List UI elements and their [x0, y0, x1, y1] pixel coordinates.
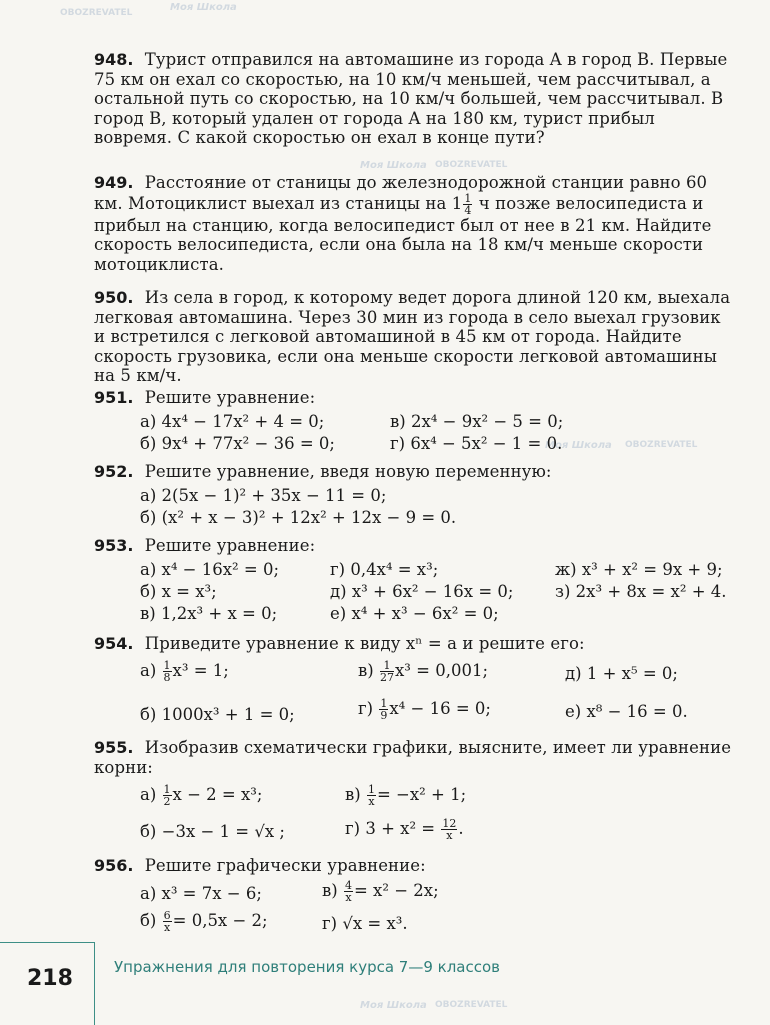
problem-number: 949.: [94, 173, 134, 192]
equation-item: в) 2x⁴ − 9x² − 5 = 0;: [390, 412, 564, 431]
equation-item: д) 1 + x⁵ = 0;: [565, 664, 678, 683]
problem-948: [94, 50, 734, 148]
problem-number: 954.: [94, 634, 134, 653]
equation-item: б) x = x³;: [140, 582, 217, 601]
equation-item: в) $\frac{1}{x}$ = −x² + 1;: [345, 783, 467, 808]
problem-number: 952.: [94, 462, 134, 481]
equation-item: б) 9x⁴ + 77x² − 36 = 0;: [140, 434, 335, 453]
problem-text: Из села в город, к которому ведет дорога длиной 120 км, выехала легковая автомашина. Через 30 мин из города в село выехал грузовик и встретился с легковой автомашиной в 45 км от города. Найдите скорость грузовика, если она меньше скорости легковой автомашины на 5 км/ч.: [94, 288, 731, 386]
watermark-brand: OBOZREVATEL: [60, 8, 133, 18]
problem-text: Решите графически уравнение:: [144, 856, 426, 875]
watermark-school: Моя Школа: [545, 440, 612, 451]
problem-954: [94, 634, 734, 654]
equation-item: в) $\frac{1}{27}$ x³ = 0,001;: [358, 659, 489, 684]
watermark-brand: OBOZREVATEL: [625, 440, 698, 450]
fraction: $\frac{1}{4}$: [464, 191, 472, 217]
equation-item: ж) x³ + x² = 9x + 9;: [555, 560, 723, 579]
equation-item: в) $\frac{4}{x}$ = x² − 2x;: [322, 879, 439, 904]
watermark-brand: OBOZREVATEL: [435, 160, 508, 170]
problem-text: Расстояние от станицы до железнодорожной станции равно 60 км. Мотоциклист выехал из станицы на 1: [94, 173, 708, 213]
equation-item: е) x⁸ − 16 = 0.: [565, 702, 688, 721]
problem-text: Решите уравнение:: [144, 388, 316, 407]
equation-item: а) $\frac{1}{2}$ x − 2 = x³;: [140, 783, 263, 808]
equation-item: а) x⁴ − 16x² = 0;: [140, 560, 280, 579]
problem-955: [94, 738, 734, 777]
problem-952: [94, 462, 734, 482]
equation-item: г) $\frac{1}{9}$ x⁴ − 16 = 0;: [358, 697, 491, 722]
problem-number: 951.: [94, 388, 134, 407]
equation-item: б) $\frac{6}{x}$ = 0,5x − 2;: [140, 909, 268, 934]
equation-item: г) √x = x³.: [322, 914, 408, 933]
watermark-school: Моя Школа: [360, 160, 427, 171]
problem-950: [94, 288, 734, 386]
problem-number: 953.: [94, 536, 134, 555]
watermark-school: Моя Школа: [360, 1000, 427, 1011]
page-number: 218: [27, 966, 73, 991]
problem-text: Турист отправился на автомашине из города A в город B. Первые 75 км он ехал со скоростью, на 10 км/ч меньшей, чем рассчитывал, а остальной путь со скоростью, на 10 км/ч большей, чем рассчитывал. В город B, который удален от города A на 180 км, турист прибыл вовремя. С какой скоростью он ехал в конце пути?: [94, 50, 728, 148]
equation-item: в) 1,2x³ + x = 0;: [140, 604, 278, 623]
problem-number: 955.: [94, 738, 134, 757]
equation-item: д) x³ + 6x² − 16x = 0;: [330, 582, 514, 601]
equation-item: а) $\frac{1}{8}$ x³ = 1;: [140, 659, 229, 684]
problem-956: [94, 856, 734, 876]
watermark-school: Моя Школа: [170, 2, 237, 13]
watermark-brand: OBOZREVATEL: [435, 1000, 508, 1010]
problem-951: [94, 388, 734, 408]
problem-number: 950.: [94, 288, 134, 307]
equation-item: а) 4x⁴ − 17x² + 4 = 0;: [140, 412, 325, 431]
equation-item: з) 2x³ + 8x = x² + 4.: [555, 582, 727, 601]
equation-item: г) 3 + x² = $\frac{12}{x}$ .: [345, 817, 464, 842]
problem-number: 956.: [94, 856, 134, 875]
problem-text: Изобразив схематически графики, выясните, имеет ли уравнение корни:: [94, 738, 732, 777]
equation-item: б) 1000x³ + 1 = 0;: [140, 705, 295, 724]
equation-item: г) 0,4x⁴ = x³;: [330, 560, 439, 579]
problem-953: [94, 536, 734, 556]
problem-949: 949. Расстояние от станицы до железнодорожной станции равно 60 км. Мотоциклист выехал из станицы на 1 $\frac{1}{4}$ ч позже велосипедиста и прибыл на станцию, когда велосипедист был от нее в 21 км. Найдите скорость велосипедиста, если она была на 18 км/ч меньше скорости мотоциклиста.: [94, 173, 712, 274]
problem-number: 948.: [94, 50, 134, 69]
problem-text: Решите уравнение, введя новую переменную:: [144, 462, 552, 481]
problem-text: Решите уравнение:: [144, 536, 316, 555]
equation-item: б) −3x − 1 = √x ;: [140, 822, 285, 841]
equation-item: а) 2(5x − 1)² + 35x − 11 = 0;: [140, 486, 387, 505]
section-title: Упражнения для повторения курса 7—9 классов: [114, 958, 501, 976]
equation-item: г) 6x⁴ − 5x² − 1 = 0.: [390, 434, 563, 453]
problem-text: Приведите уравнение к виду xⁿ = a и решите его:: [144, 634, 585, 653]
equation-item: а) x³ = 7x − 6;: [140, 884, 262, 903]
equation-item: е) x⁴ + x³ − 6x² = 0;: [330, 604, 499, 623]
equation-item: б) (x² + x − 3)² + 12x² + 12x − 9 = 0.: [140, 508, 457, 527]
